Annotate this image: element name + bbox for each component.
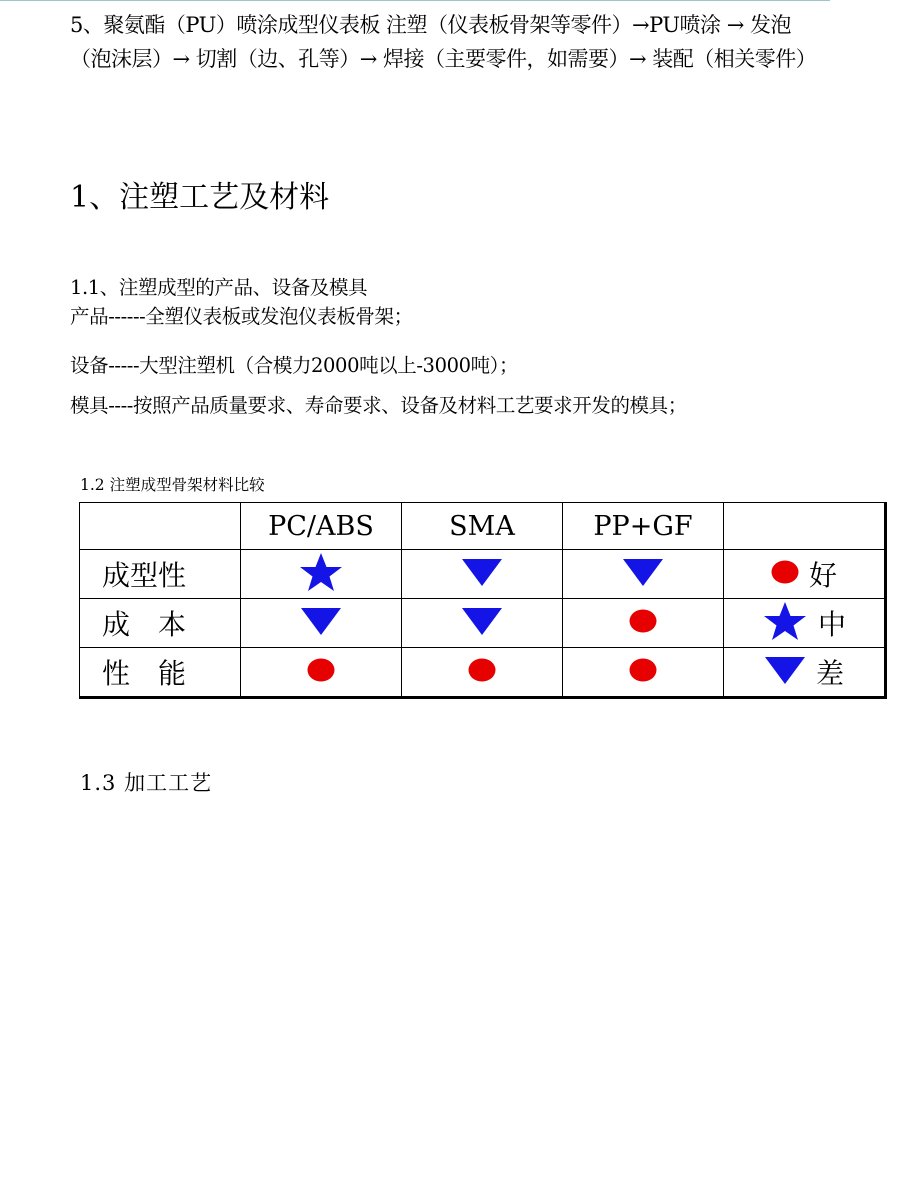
triangle-down-icon: [461, 606, 503, 640]
intro-paragraph: 5、聚氨酯（PU）喷涂成型仪表板 注塑（仪表板骨架等零件）→PU喷涂 → 发泡（泡沫层）→ 切割（边、孔等）→ 焊接（主要零件，如需要）→ 装配（相关零件）: [70, 13, 817, 71]
header-rule: [0, 0, 830, 1]
subsection-1-1-title: 1.1、注塑成型的产品、设备及模具: [70, 276, 368, 299]
circle-icon: [771, 560, 799, 588]
rating-cell: [241, 599, 402, 648]
rating-cell: [402, 550, 563, 599]
triangle-down-icon: [622, 557, 664, 591]
header-cell-pc-abs: PC/ABS: [241, 503, 402, 550]
rating-cell: [241, 550, 402, 599]
rating-cell: [563, 550, 724, 599]
material-comparison-table: [79, 502, 887, 699]
subsection-1-3-title: 1.3 加工工艺: [80, 771, 213, 795]
mold-line: 模具----按照产品质量要求、寿命要求、设备及材料工艺要求开发的模具；: [70, 394, 687, 417]
table-row-cost: [80, 599, 886, 648]
section-heading: 1、注塑工艺及材料: [70, 180, 330, 215]
star-icon: [298, 552, 344, 596]
row-label: 成 本: [80, 599, 241, 648]
product-line: 产品------全塑仪表板或发泡仪表板骨架；: [70, 305, 413, 328]
rating-cell: [402, 648, 563, 698]
triangle-down-icon: [764, 655, 806, 689]
row-label: 性 能: [80, 648, 241, 698]
row-label: 成型性: [80, 550, 241, 599]
table-row-performance: [80, 648, 886, 698]
triangle-down-icon: [300, 606, 342, 640]
legend-cell: [724, 599, 886, 648]
circle-icon: [468, 658, 496, 686]
legend-cell: [724, 648, 886, 698]
header-cell-sma: SMA: [402, 503, 563, 550]
legend-cell: [724, 550, 886, 599]
legend-text: 差: [815, 657, 844, 690]
header-cell-pp-gf: PP+GF: [563, 503, 724, 550]
table-caption: 1.2 注塑成型骨架材料比较: [80, 476, 265, 494]
equipment-line: 设备-----大型注塑机（合模力2000吨以上-3000吨）；: [70, 354, 519, 377]
rating-cell: [563, 599, 724, 648]
rating-cell: [241, 648, 402, 698]
legend-text: 中: [817, 608, 846, 641]
table-header-row: [80, 503, 886, 550]
star-icon: [762, 601, 808, 645]
rating-cell: [402, 599, 563, 648]
table-row-moldability: [80, 550, 886, 599]
circle-icon: [629, 609, 657, 637]
legend-text: 好: [808, 559, 837, 592]
circle-icon: [307, 658, 335, 686]
circle-icon: [629, 658, 657, 686]
rating-cell: [563, 648, 724, 698]
header-cell-legend: [724, 503, 886, 550]
triangle-down-icon: [461, 557, 503, 591]
header-cell-empty: [80, 503, 241, 550]
